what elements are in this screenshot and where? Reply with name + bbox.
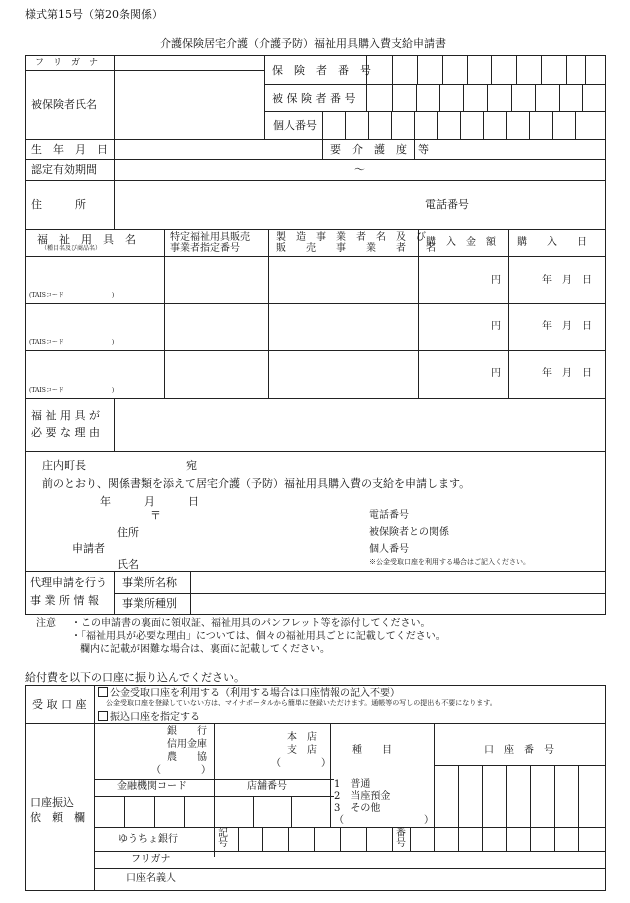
holder-label: 口座名義人 xyxy=(126,873,176,884)
office-name-label: 事業所名称 xyxy=(122,576,177,589)
insurer-number-label: 保 険 者 番 号 xyxy=(272,64,371,77)
account-type-label: 種 目 xyxy=(352,745,392,756)
col-date: 購 入 日 xyxy=(517,237,587,248)
bank-type-bank: 銀 行 xyxy=(167,726,207,737)
applicant-phone-label: 電話番号 xyxy=(369,510,409,521)
col-provider-line1: 特定福祉用具販売 xyxy=(170,232,250,243)
bank-intro: 給付費を以下の口座に振り込んでください。 xyxy=(25,671,245,684)
yucho-label: ゆうちょ銀行 xyxy=(118,834,178,845)
care-level-field[interactable] xyxy=(416,141,604,158)
notes-label: 注意 xyxy=(36,618,56,629)
col-maker-line2: 販 売 事 業 者 名 xyxy=(276,243,436,254)
address-label: 住 所 xyxy=(31,198,86,211)
holder-furigana-label: フリガナ xyxy=(131,854,171,865)
yen-row2: 円 xyxy=(491,321,501,332)
equipment-name-field-2[interactable] xyxy=(27,305,163,337)
reason-label-line2: 必 要 な 理 由 xyxy=(31,426,100,439)
branch-type-paren: （ ） xyxy=(271,758,331,769)
col-equipment-name-sub: （種目名及び商品名） xyxy=(41,245,102,252)
equipment-name-field-1[interactable] xyxy=(27,258,163,290)
address-field[interactable] xyxy=(116,182,604,227)
date-row1: 年 月 日 xyxy=(542,275,592,286)
account-type-current[interactable]: 2 当座預金 xyxy=(334,791,391,802)
declaration-statement: 前のとおり、関係書類を添えて居宅介護（予防）福祉用具購入費の支給を申請します。 xyxy=(42,477,471,490)
yen-row1: 円 xyxy=(491,275,501,286)
bank-type-paren: （ ） xyxy=(151,765,211,776)
office-type-field[interactable] xyxy=(192,595,604,613)
cert-period-separator: ～ xyxy=(354,163,365,176)
transfer-label-line1: 口座振込 xyxy=(30,796,74,809)
tais-code-row2: (TAISコード ) xyxy=(29,339,115,346)
agent-label-line2: 事 業 所 情 報 xyxy=(30,594,99,607)
date-row2: 年 月 日 xyxy=(542,321,592,332)
account-type-other[interactable]: 3 その他 xyxy=(334,803,381,814)
addressee: 庄内町長 xyxy=(42,459,86,472)
postal-mark: 〒 xyxy=(150,509,161,522)
reason-label-line1: 福 祉 用 具 が xyxy=(31,409,100,422)
specify-account-checkbox[interactable] xyxy=(98,711,108,721)
bank-type-credit-union: 信用金庫 xyxy=(167,739,207,750)
equipment-name-field-3[interactable] xyxy=(27,352,163,385)
public-account-checkbox[interactable] xyxy=(98,687,108,697)
symbol-label: 記号 xyxy=(218,828,228,849)
insured-name-field[interactable] xyxy=(116,72,262,137)
date-row3: 年 月 日 xyxy=(542,368,592,379)
reason-field[interactable] xyxy=(116,400,604,450)
cert-period-label: 認定有効期間 xyxy=(31,163,97,176)
phone-label: 電話番号 xyxy=(425,198,469,211)
col-equipment-name: 福 祉 用 具 名 xyxy=(37,233,136,246)
branch-type-branch: 支 店 xyxy=(287,745,317,756)
account-type-other-paren: （ ） xyxy=(334,815,434,826)
furigana-field[interactable] xyxy=(116,57,262,69)
furigana-label: フ リ ガ ナ xyxy=(35,58,99,68)
public-account-note: ※公金受取口座を利用する場合はご記入ください。 xyxy=(369,558,530,566)
col-maker-line1: 製 造 事 業 者 名 及 び xyxy=(276,232,426,243)
branch-type-head: 本 店 xyxy=(287,732,317,743)
col-amount: 購 入 金 額 xyxy=(426,237,496,248)
agent-label-line1: 代理申請を行う xyxy=(30,576,107,589)
option-public-account[interactable] xyxy=(98,687,400,699)
option-public-account-text: 公金受取口座を利用する（利用する場合は口座情報の記入不要） xyxy=(110,688,400,699)
applicant-label: 申請者 xyxy=(72,542,105,555)
note-2: ・「福祉用具が必要な理由」については、個々の福祉用具ごとに記載してください。 xyxy=(71,631,446,642)
option-specify-account-text: 振込口座を指定する xyxy=(110,712,200,723)
birthdate-label: 生 年 月 日 xyxy=(31,143,108,156)
number-label: 番号 xyxy=(396,828,406,849)
holder-furigana-field[interactable] xyxy=(216,853,604,867)
public-account-register-note: 公金受取口座を登録していない方は、マイナポータルから簡単に登録いただけます。通帳等の写しの提出も不要になります。 xyxy=(106,699,497,707)
applicant-name-label: 氏名 xyxy=(117,558,139,571)
insured-name-label: 被保険者氏名 xyxy=(31,98,97,111)
note-1: ・この申請書の裏面に領収証、福祉用具のパンフレット等を添付してください。 xyxy=(71,618,431,629)
honorific: 宛 xyxy=(186,459,197,472)
bank-type-agri-coop: 農 協 xyxy=(167,752,207,763)
individual-number-label: 個人番号 xyxy=(273,119,317,132)
holder-name-field[interactable] xyxy=(216,870,604,889)
birthdate-field[interactable] xyxy=(116,141,320,158)
declaration-date: 年 月 日 xyxy=(100,495,199,508)
office-name-field[interactable] xyxy=(192,573,604,592)
option-specify-account[interactable] xyxy=(98,711,200,723)
applicant-individual-number-label: 個人番号 xyxy=(369,544,409,555)
page-title: 介護保険居宅介護（介護予防）福祉用具購入費支給申請書 xyxy=(160,37,446,50)
applicant-address-label: 住所 xyxy=(117,526,139,539)
insured-number-label: 被 保 険 者 番 号 xyxy=(272,92,356,105)
form-number: 様式第15号（第20条関係） xyxy=(25,8,163,21)
tais-code-row1: (TAISコード ) xyxy=(29,292,115,299)
office-type-label: 事業所種別 xyxy=(122,597,177,610)
tais-code-row3: (TAISコード ) xyxy=(29,387,115,394)
yen-row3: 円 xyxy=(491,368,501,379)
note-3: 欄内に記載が困難な場合は、裏面に記載してください。 xyxy=(80,644,330,655)
institution-code-label: 金融機関コード xyxy=(117,781,187,792)
transfer-label-line2: 依 頼 欄 xyxy=(30,811,85,824)
col-provider-line2: 事業者指定番号 xyxy=(170,243,240,254)
receipt-account-label: 受 取 口 座 xyxy=(32,698,87,711)
branch-code-label: 店舗番号 xyxy=(247,781,287,792)
account-type-ordinary[interactable]: 1 普通 xyxy=(334,779,371,790)
care-level-label: 要 介 護 度 等 xyxy=(330,143,429,156)
account-number-label: 口 座 番 号 xyxy=(484,745,554,756)
relation-label: 被保険者との関係 xyxy=(369,527,449,538)
